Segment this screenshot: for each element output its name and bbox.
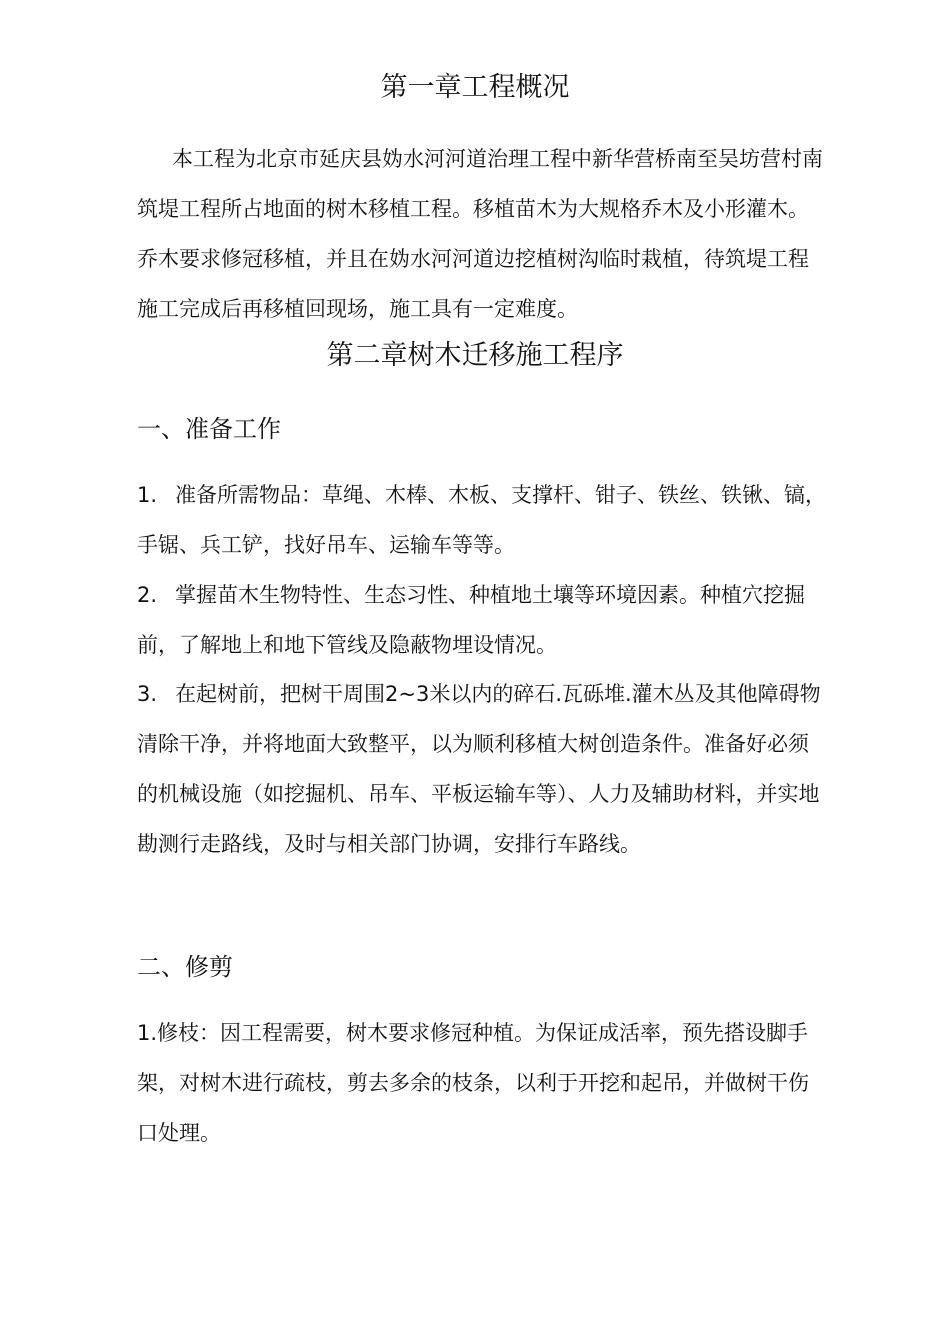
preparation-item-1: [137, 470, 827, 570]
section-preparation-heading: 一、准备工作: [137, 415, 281, 443]
item-text: 掌握苗木生物特性、生态习性、种植地土壤等环境因素。种植穴挖掘前，了解地上和地下管线及隐蔽物埋设情况。: [137, 583, 805, 657]
section-pruning-heading: 二、修剪: [137, 953, 233, 981]
preparation-item-2: [137, 570, 827, 670]
chapter-2-title: 第二章树木迁移施工程序: [326, 340, 624, 371]
item-number: 3.: [137, 682, 158, 706]
item-text: 在起树前，把树干周围2~3米以内的碎石.瓦砾堆.灌木丛及其他障碍物清除干净，并将地面大致整平，以为顺利移植大树创造条件。准备好必须的机械设施（如挖掘机、吊车、平板运输车等）、人力及辅助材料，并实地勘测行走路线，及时与相关部门协调，安排行车路线。: [137, 682, 821, 856]
chapter-1-title: 第一章工程概况: [380, 72, 570, 103]
pruning-item-1: 1.修枝：因工程需要，树木要求修冠种植。为保证成活率，预先搭设脚手架，对树木进行疏枝，剪去多余的枝条，以利于开挖和起吊，并做树干伤口处理。: [137, 1021, 809, 1145]
project-overview-paragraph: 本工程为北京市延庆县妫水河河道治理工程中新华营桥南至吴坊营村南筑堤工程所占地面的树木移植工程。移植苗木为大规格乔木及小形灌木。乔木要求修冠移植，并且在妫水河河道边挖植树沟临时栽植，待筑堤工程施工完成后再移植回现场，施工具有一定难度。: [137, 147, 823, 321]
preparation-item-3: [137, 669, 827, 869]
item-number: 2.: [137, 583, 158, 607]
item-number: 1.: [137, 483, 158, 507]
item-text: 准备所需物品：草绳、木棒、木板、支撑杆、钳子、铁丝、铁锹、镐，手锯、兵工铲，找好吊车、运输车等等。: [137, 483, 826, 557]
